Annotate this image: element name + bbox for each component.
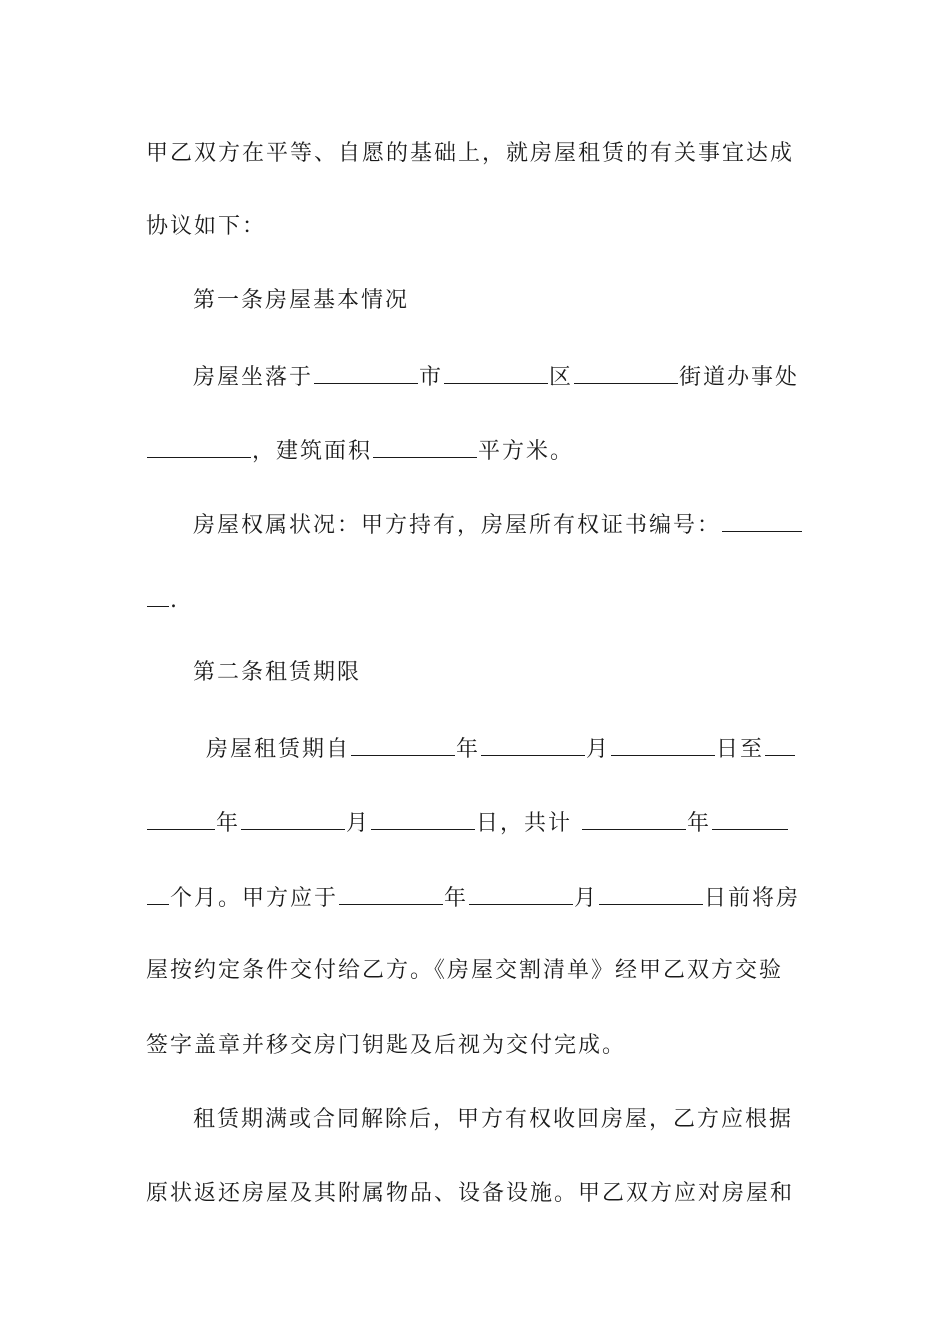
text-run: 屋按约定条件交付给乙方。《房屋交割清单》经甲乙双方交验 bbox=[146, 958, 784, 983]
fill-in-blank bbox=[147, 882, 169, 905]
text-run: 区 bbox=[549, 365, 574, 390]
paragraph-line bbox=[146, 139, 806, 169]
text-run: 月 bbox=[586, 737, 611, 762]
text-run: 年 bbox=[687, 811, 712, 836]
fill-in-blank bbox=[712, 807, 788, 830]
section-heading bbox=[193, 658, 853, 688]
text-run: 日前将房 bbox=[704, 886, 801, 911]
text-run: 月 bbox=[574, 886, 599, 911]
text-run: 房屋租赁期自 bbox=[206, 737, 351, 762]
text-run: 第一条房屋基本情况 bbox=[193, 288, 410, 313]
fill-in-blank bbox=[611, 733, 715, 756]
text-run: 街道办事处 bbox=[679, 365, 800, 390]
text-run: 第二条租赁期限 bbox=[193, 660, 362, 685]
fill-in-blank bbox=[147, 584, 169, 607]
paragraph-line bbox=[146, 435, 806, 465]
fill-in-blank bbox=[765, 733, 795, 756]
text-run: 原状返还房屋及其附属物品、设备设施。甲乙双方应对房屋和 bbox=[146, 1181, 795, 1206]
text-run: 协议如下： bbox=[146, 214, 267, 239]
text-run: 年 bbox=[456, 737, 481, 762]
paragraph-line bbox=[146, 807, 806, 837]
fill-in-blank bbox=[582, 807, 686, 830]
paragraph-line bbox=[146, 1179, 806, 1209]
fill-in-blank bbox=[147, 807, 215, 830]
text-run: ，建筑面积 bbox=[252, 439, 373, 464]
fill-in-blank bbox=[314, 361, 418, 384]
text-run: 房屋权属状况：甲方持有，房屋所有权证书编号： bbox=[193, 513, 722, 538]
text-run: 甲乙双方在平等、自愿的基础上，就房屋租赁的有关事宜达成 bbox=[146, 141, 795, 166]
fill-in-blank bbox=[481, 733, 585, 756]
paragraph-line bbox=[146, 212, 806, 242]
text-run: 平方米。 bbox=[478, 439, 575, 464]
paragraph-line bbox=[146, 956, 806, 986]
fill-in-blank bbox=[351, 733, 455, 756]
text-run: 签字盖章并移交房门钥匙及后视为交付完成。 bbox=[146, 1033, 627, 1058]
text-run: 月 bbox=[346, 811, 371, 836]
fill-in-blank bbox=[722, 509, 802, 532]
text-run: 日，共计 bbox=[476, 811, 573, 836]
text-run: 日至 bbox=[716, 737, 765, 762]
paragraph-line bbox=[146, 882, 806, 912]
paragraph-line bbox=[193, 1105, 853, 1135]
paragraph-line bbox=[193, 361, 853, 391]
paragraph-line bbox=[146, 1031, 806, 1061]
fill-in-blank bbox=[373, 435, 477, 458]
fill-in-blank bbox=[469, 882, 573, 905]
fill-in-blank bbox=[371, 807, 475, 830]
text-run: 个月。甲方应于 bbox=[170, 886, 339, 911]
fill-in-blank bbox=[339, 882, 443, 905]
paragraph-line bbox=[193, 509, 853, 539]
text-run: 租赁期满或合同解除后，甲方有权收回房屋，乙方应根据 bbox=[193, 1107, 794, 1132]
section-heading bbox=[193, 286, 853, 316]
text-run: 年 bbox=[216, 811, 241, 836]
text-run: 市 bbox=[419, 365, 444, 390]
fill-in-blank bbox=[599, 882, 703, 905]
text-run: . bbox=[170, 588, 179, 613]
text-run: 房屋坐落于 bbox=[193, 365, 314, 390]
text-run: 年 bbox=[444, 886, 469, 911]
paragraph-line bbox=[206, 733, 866, 763]
fill-in-blank bbox=[444, 361, 548, 384]
paragraph-line bbox=[146, 584, 806, 614]
fill-in-blank bbox=[241, 807, 345, 830]
fill-in-blank bbox=[147, 435, 251, 458]
fill-in-blank bbox=[574, 361, 678, 384]
